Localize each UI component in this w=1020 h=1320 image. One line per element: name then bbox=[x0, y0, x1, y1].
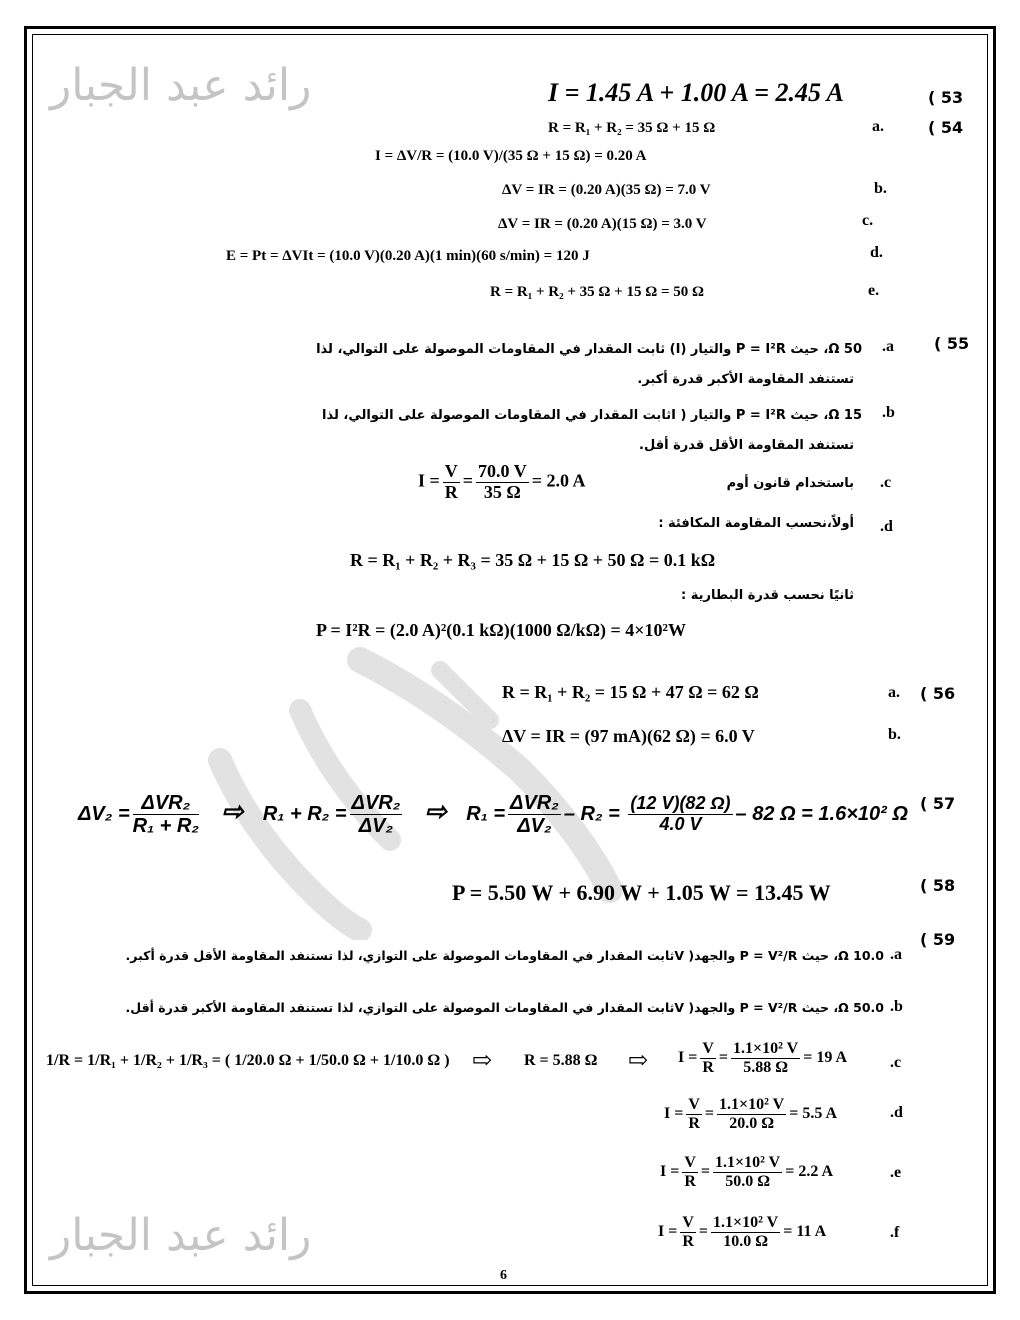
page-number: 6 bbox=[500, 1268, 507, 1283]
implies-arrow-icon: ⇨ bbox=[424, 795, 447, 826]
q53-number: ( 53 bbox=[928, 88, 964, 107]
q59-b-text: 50.0 Ω، حيث P = V²/R والجهد( Vثابت المقدار في المقاومات الموصولة على التوازي، لذا تستنفد المقاومة الأكبر قدرة أقل. bbox=[125, 1000, 884, 1015]
q54-d-label: d. bbox=[870, 244, 883, 261]
q55-d-label: .d bbox=[880, 518, 893, 535]
q53-equation: I = 1.45 A + 1.00 A = 2.45 A bbox=[548, 78, 844, 107]
q55-d-eq2: P = I²R = (2.0 A)²(0.1 kΩ)(1000 Ω/kΩ) = 4×10²W bbox=[316, 620, 686, 640]
implies-arrow-icon: ⇨ bbox=[628, 1046, 649, 1074]
q59-f-label: .f bbox=[890, 1224, 900, 1241]
q55-a-line1: 50 Ω، حيث P = I²R والتيار (I) ثابت المقدار في المقاومات الموصولة على التوالي، لذا bbox=[316, 342, 862, 357]
q55-b-line2: تستنفد المقاومة الأقل قدرة أقل. bbox=[639, 438, 854, 453]
q59-e-label: .e bbox=[890, 1164, 902, 1181]
q55-d-text2: ثانيًا نحسب قدرة البطارية : bbox=[681, 588, 854, 603]
q55-c-vr: $\frac{V}{R}$ bbox=[444, 461, 458, 502]
q59-d-current: I = $\frac{V}{R}$ = $\frac{\text{1.1×10² V}}{20.0 \Omega}$ = 5.5 A bbox=[664, 1096, 838, 1132]
q59-number: ( 59 bbox=[920, 930, 956, 949]
q57-derivation: ΔV₂ = $\frac{\text{ΔVR₂}}{\text{R₁ + R₂}}$ ⇨ R₁ + R₂ = $\frac{\text{ΔVR₂}}{\text{ΔV₂}}$ ⇨ R₁ = $\frac{\text{ΔVR₂}}{\text{ΔV₂}}$ – R₂ = $\frac{(12 V)(82 \Omega)}{4.0 V}$ – 82 Ω = 1.6×10² Ω bbox=[78, 792, 908, 837]
q56-number: ( 56 bbox=[920, 684, 956, 703]
q55-number: ( 55 bbox=[934, 334, 970, 353]
q58-number: ( 58 bbox=[920, 876, 956, 895]
q55-b-label: .b bbox=[882, 404, 895, 421]
q54-b-eq: ΔV = IR = (0.20 A)(35 Ω) = 7.0 V bbox=[502, 182, 711, 198]
q59-c-r: R = 5.88 Ω bbox=[524, 1052, 598, 1069]
q55-d-text1: أولاً،نحسب المقاومة المكافئة : bbox=[658, 516, 854, 531]
q59-b-label: .b bbox=[890, 998, 903, 1015]
q54-c-eq: ΔV = IR = (0.20 A)(15 Ω) = 3.0 V bbox=[498, 216, 707, 232]
q59-c-current: I = $\frac{V}{R}$ = $\frac{\text{1.1×10² V}}{5.88 \Omega}$ = 19 A bbox=[678, 1040, 848, 1076]
q59-a-label: .a bbox=[890, 946, 902, 963]
q59-f-current: I = $\frac{V}{R}$ = $\frac{\text{1.1×10² V}}{10.0 \Omega}$ = 11 A bbox=[658, 1214, 827, 1250]
q54-c-label: c. bbox=[862, 212, 874, 229]
q59-a-text: 10.0 Ω، حيث P = V²/R والجهد( Vثابت المقدار في المقاومات الموصولة على التوازي، لذا تستنفد المقاومة الأقل قدرة أكبر. bbox=[125, 948, 884, 963]
q55-c-lhs: I = bbox=[418, 470, 440, 491]
q56-b-eq: ΔV = IR = (97 mA)(62 Ω) = 6.0 V bbox=[502, 726, 755, 746]
q54-e-eq: R = R₁ + R₂ + 35 Ω + 15 Ω = 50 Ω bbox=[490, 284, 705, 300]
q56-a-label: a. bbox=[888, 684, 900, 701]
q55-c-text: باستخدام قانون أوم bbox=[726, 476, 854, 491]
implies-arrow-icon: ⇨ bbox=[221, 795, 244, 826]
q54-a-eq1: R = R₁ + R₂ = 35 Ω + 15 Ω bbox=[548, 120, 716, 136]
q57-number: ( 57 bbox=[920, 794, 956, 813]
q54-d-eq: E = Pt = ΔVIt = (10.0 V)(0.20 A)(1 min)(60 s/min) = 120 J bbox=[226, 248, 590, 264]
q59-c-inverse-sum: 1/R = 1/R₁ + 1/R₂ + 1/R₃ = ( 1/20.0 Ω + 1/50.0 Ω + 1/10.0 Ω ) bbox=[46, 1052, 450, 1069]
q55-c-label: .c bbox=[880, 474, 892, 491]
q59-c-label: .c bbox=[890, 1054, 902, 1071]
q54-e-label: e. bbox=[868, 282, 880, 299]
watermark-bottom: رائد عبد الجبار bbox=[50, 1210, 312, 1261]
q58-equation: P = 5.50 W + 6.90 W + 1.05 W = 13.45 W bbox=[452, 880, 831, 905]
q55-c-fraction: $\frac{70.0 V}{35 \Omega}$ bbox=[478, 461, 527, 502]
q56-a-eq: R = R₁ + R₂ = 15 Ω + 47 Ω = 62 Ω bbox=[502, 682, 759, 702]
q59-e-current: I = $\frac{V}{R}$ = $\frac{\text{1.1×10² V}}{50.0 \Omega}$ = 2.2 A bbox=[660, 1154, 834, 1190]
q55-b-line1: 15 Ω، حيث P = I²R والتيار ( Iثابت المقدار في المقاومات الموصولة على التوالي، لذا bbox=[322, 408, 862, 423]
q54-a-eq2: I = ΔV/R = (10.0 V)/(35 Ω + 15 Ω) = 0.20 A bbox=[375, 148, 647, 164]
q55-a-label: .a bbox=[882, 338, 894, 355]
watermark-top: رائد عبد الجبار bbox=[50, 60, 312, 111]
q55-d-eq1: R = R₁ + R₂ + R₃ = 35 Ω + 15 Ω + 50 Ω = 0.1 kΩ bbox=[350, 550, 716, 570]
q54-number: ( 54 bbox=[928, 118, 964, 137]
q59-d-label: .d bbox=[890, 1104, 903, 1121]
q54-b-label: b. bbox=[874, 180, 887, 197]
q55-a-line2: تستنفد المقاومة الأكبر قدرة أكبر. bbox=[637, 372, 854, 387]
q55-c-equation: I = $\frac{V}{R}$ = $\frac{70.0 V}{35 \Omega}$ = 2.0 A bbox=[418, 461, 586, 502]
q56-b-label: b. bbox=[888, 726, 901, 743]
q54-a-label: a. bbox=[872, 118, 884, 135]
implies-arrow-icon: ⇨ bbox=[472, 1046, 493, 1074]
